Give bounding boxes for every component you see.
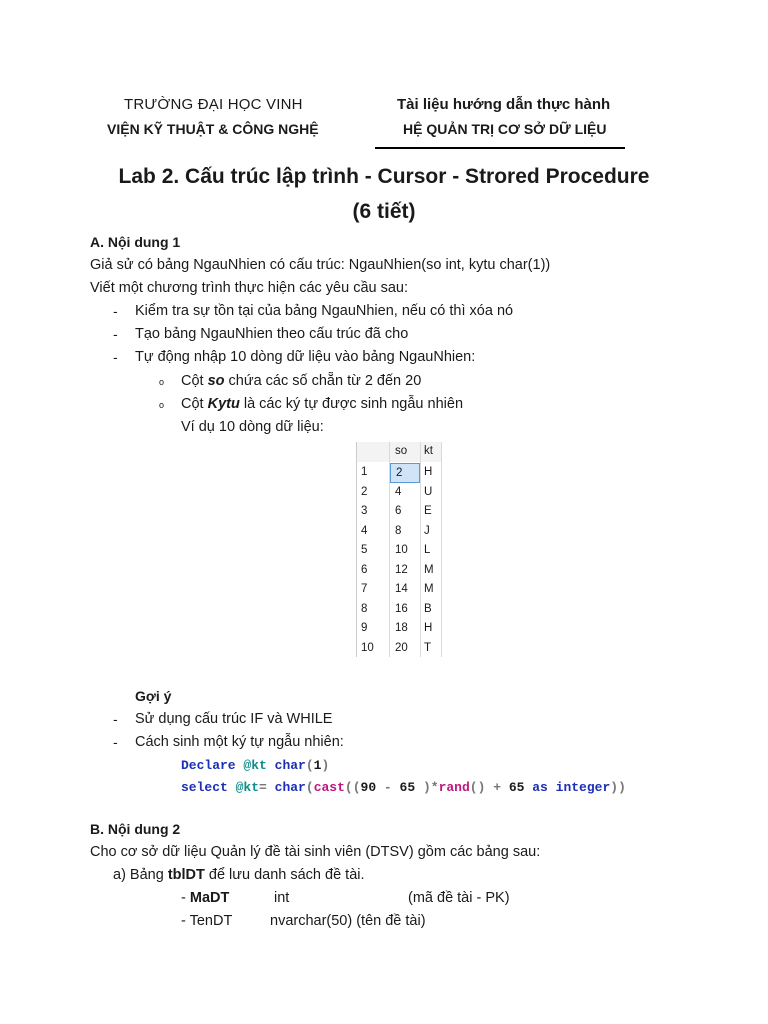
bullet-2: Tạo bảng NgauNhien theo cấu trúc đã cho — [135, 326, 409, 342]
grid-row[interactable] — [357, 561, 442, 581]
cell-kt: T — [424, 641, 432, 654]
grid-header-so: so — [395, 445, 408, 457]
sub-bullet-circle: o — [159, 377, 165, 387]
cell-so: 6 — [395, 505, 402, 517]
field-madt-type: int — [274, 890, 290, 906]
col-so-name: so — [207, 373, 225, 389]
field-madt-name: - MaDT — [181, 890, 230, 906]
row-number: 5 — [361, 544, 368, 556]
grid-divider — [441, 442, 442, 657]
section-a-p1: Giả sử có bảng NgauNhien có cấu trúc: NgauNhien(so int, kytu char(1)) — [90, 257, 551, 273]
bullet-dash: - — [113, 349, 118, 365]
row-number: 8 — [361, 602, 368, 615]
cell-kt: H — [424, 466, 433, 478]
table-tbldt-item: a) Bảng tblDT để lưu danh sách đề tài. — [113, 867, 365, 883]
grid-row[interactable] — [357, 600, 442, 620]
hint-heading: Gợi ý — [135, 688, 172, 704]
grid-row[interactable] — [357, 580, 442, 600]
cell-kt: E — [424, 505, 432, 517]
cell-so: 12 — [395, 563, 408, 576]
selected-cell[interactable]: 2 — [390, 463, 420, 483]
bullet-dash: - — [113, 326, 118, 342]
field-tendt-name: - TenDT — [181, 913, 233, 929]
grid-row[interactable] — [357, 502, 442, 522]
cell-so: 16 — [395, 602, 408, 615]
col-kytu-name: Kytu — [207, 396, 240, 412]
cell-so: 18 — [395, 622, 408, 634]
grid-row[interactable] — [357, 463, 442, 483]
institute-name: VIỆN KỸ THUẬT & CÔNG NGHỆ — [107, 121, 319, 137]
row-number: 10 — [361, 641, 374, 654]
section-a-p2: Viết một chương trình thực hiện các yêu cầu sau: — [90, 280, 409, 296]
cell-so: 14 — [395, 583, 408, 595]
row-number: 2 — [361, 485, 368, 498]
section-b-p1: Cho cơ sở dữ liệu Quản lý đề tài sinh viên (DTSV) gồm các bảng sau: — [90, 844, 541, 860]
table-name: tblDT — [167, 867, 205, 883]
grid-row[interactable] — [357, 619, 442, 639]
row-number: 7 — [361, 583, 368, 595]
grid-row[interactable] — [357, 483, 442, 503]
field-madt-desc: (mã đề tài - PK) — [408, 890, 510, 906]
sub-bullet-circle: o — [159, 400, 165, 410]
grid-row[interactable] — [357, 541, 442, 561]
subject-name: HỆ QUẢN TRỊ CƠ SỞ DỮ LIỆU — [403, 121, 607, 137]
section-b-heading: B. Nội dung 2 — [90, 821, 181, 837]
section-a-heading: A. Nội dung 1 — [90, 234, 181, 250]
header-rule — [375, 147, 625, 149]
doc-type: Tài liệu hướng dẫn thực hành — [397, 96, 611, 113]
cell-so: 4 — [395, 485, 402, 498]
example-label: Ví dụ 10 dòng dữ liệu: — [181, 419, 324, 435]
page-title: Lab 2. Cấu trúc lập trình - Cursor - Strored Procedure — [118, 165, 650, 188]
code-line-2: select @kt= char(cast((90 - 65 )*rand() + 65 as integer)) — [181, 780, 626, 795]
hint-bullet-1: Sử dụng cấu trúc IF và WHILE — [135, 711, 333, 727]
bullet-1: Kiểm tra sự tồn tại của bảng NgauNhien, nếu có thì xóa nó — [135, 303, 514, 319]
cell-kt: L — [424, 544, 431, 556]
grid-row[interactable] — [357, 639, 442, 659]
sub-bullet-1: Cột so chứa các số chẵn từ 2 đến 20 — [181, 373, 422, 389]
cell-so: 20 — [395, 641, 408, 654]
bullet-dash: - — [113, 303, 118, 319]
grid-divider — [389, 442, 390, 657]
row-number: 6 — [361, 563, 368, 576]
result-grid — [356, 442, 442, 657]
bullet-dash: - — [113, 734, 118, 750]
row-number: 1 — [361, 466, 368, 478]
grid-header-kt: kt — [424, 445, 433, 457]
cell-so: 8 — [395, 524, 402, 537]
cell-so: 10 — [395, 544, 408, 556]
page-subtitle: (6 tiết) — [352, 200, 416, 223]
cell-kt: M — [424, 563, 434, 576]
cell-kt: M — [424, 583, 434, 595]
code-line-1: Declare @kt char(1) — [181, 758, 330, 773]
hint-bullet-2: Cách sinh một ký tự ngẫu nhiên: — [135, 734, 344, 750]
field-tendt-type: nvarchar(50) (tên đề tài) — [270, 913, 426, 929]
row-number: 4 — [361, 524, 368, 537]
school-name: TRƯỜNG ĐẠI HỌC VINH — [124, 96, 303, 113]
grid-divider — [420, 442, 421, 657]
sub-bullet-2: Cột Kytu là các ký tự được sinh ngẫu nhiên — [181, 396, 464, 412]
cell-kt: J — [424, 524, 430, 537]
grid-header-row — [357, 442, 442, 462]
cell-kt: U — [424, 485, 433, 498]
bullet-dash: - — [113, 711, 118, 727]
bullet-3: Tự động nhập 10 dòng dữ liệu vào bảng NgauNhien: — [135, 349, 476, 365]
row-number: 3 — [361, 505, 368, 517]
grid-row[interactable] — [357, 522, 442, 542]
cell-kt: B — [424, 602, 432, 615]
row-number: 9 — [361, 622, 368, 634]
cell-kt: H — [424, 622, 433, 634]
